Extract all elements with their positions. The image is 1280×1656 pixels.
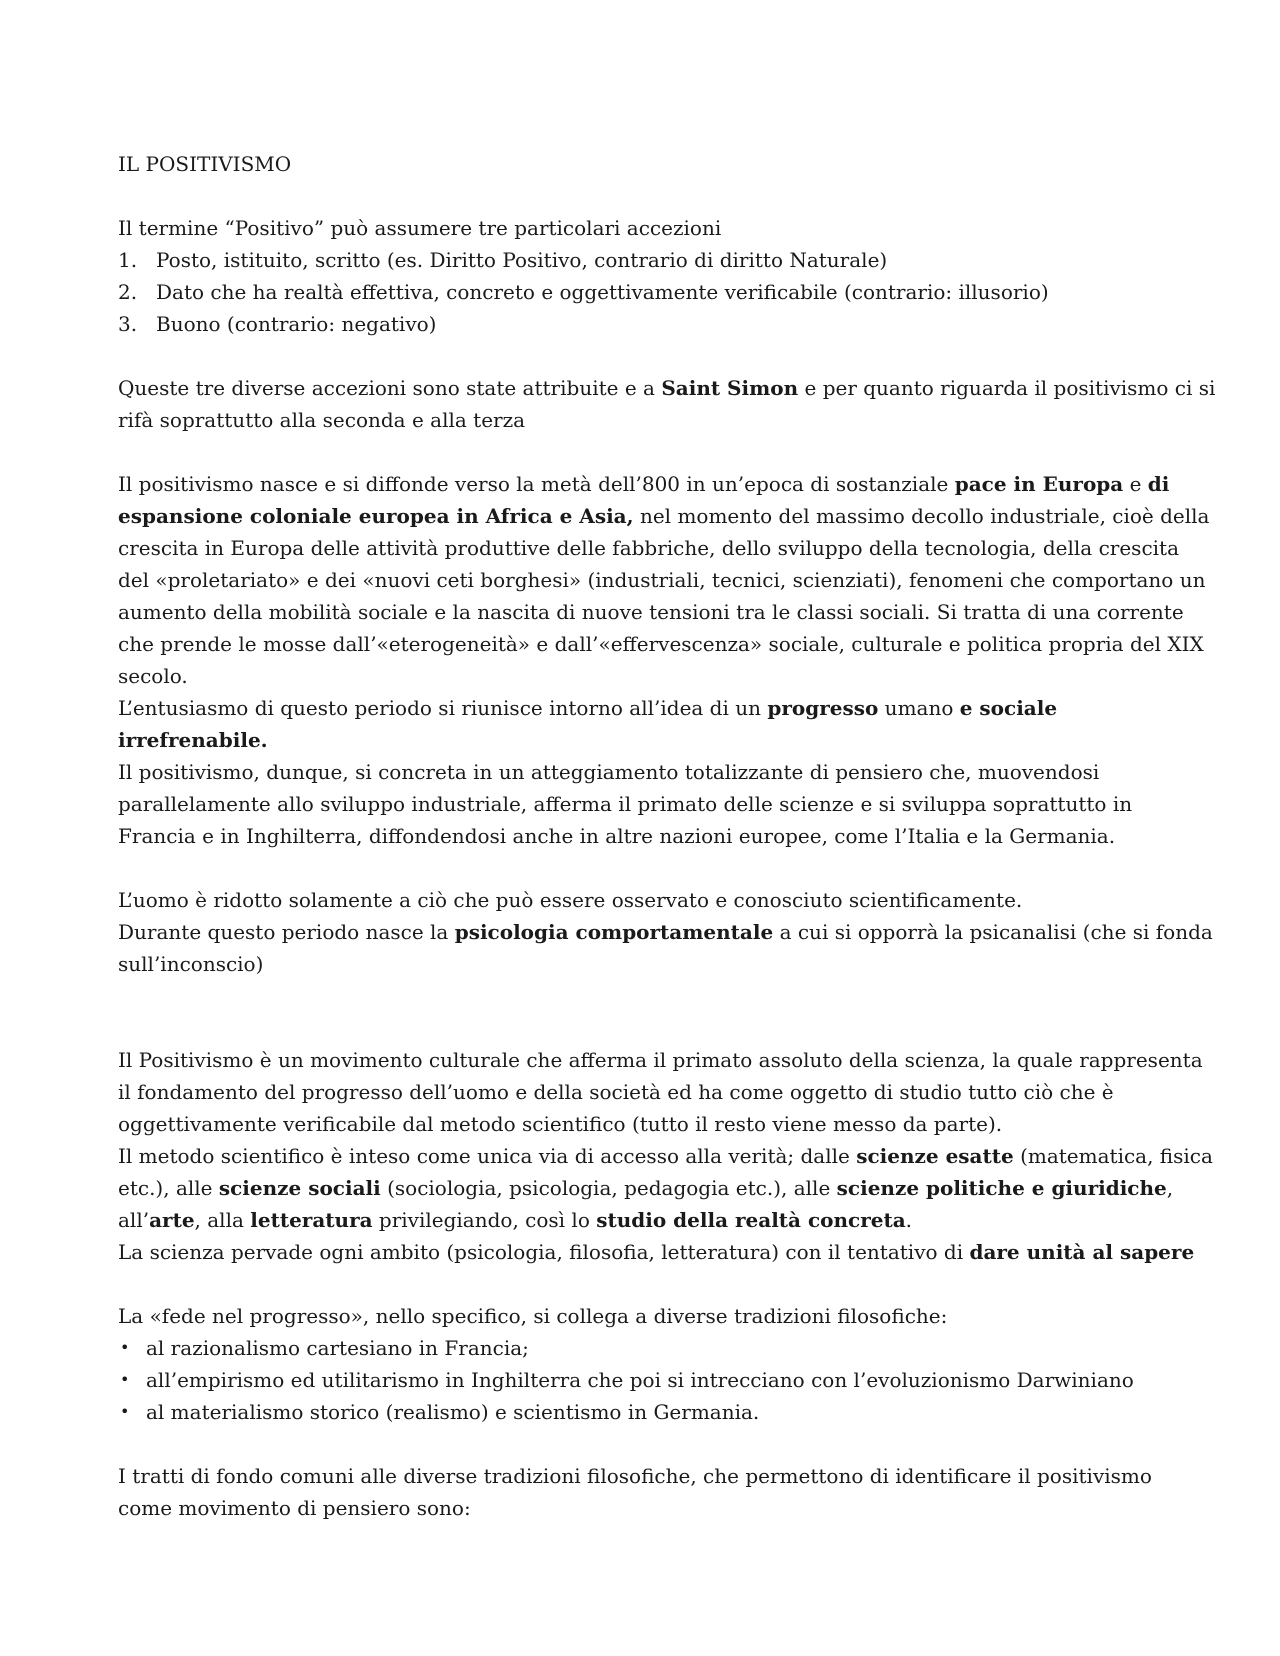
paragraph-saint-simon: Queste tre diverse accezioni sono state attribuite e a Saint Simon e per quanto riguarda il positivismo ci si rifà soprattutto alla seconda e alla terza (118, 376, 1216, 432)
paragraph-origins: Il positivismo nasce e si diffonde verso la metà dell’800 in un’epoca di sostanziale pace in Europa e di espansione coloniale europea in Africa e Asia, nel momento del massimo decollo industriale, cioè della crescita in Europa delle attività produttive delle fabbriche, dello sviluppo della tecnologia, della crescita del «proletariato» e dei «nuovi ceti borghesi» (industriali, tecnici, scienziati), fenomeni che comportano un aumento della mobilità sociale e la nascita di nuove tensioni tra le classi sociali. Si tratta di una corrente che prende le mosse dall’«eterogeneità» e dall’«effervescenza» sociale, culturale e politica propria del XIX secolo. L’entusiasmo di questo periodo si riunisce intorno all’idea di un progresso umano e sociale irrefrenabile. Il positivismo, dunque, si concreta in un atteggiamento totalizzante di pensiero che, muovendosi parallelamente allo sviluppo industriale, afferma il primato delle scienze e si sviluppa soprattutto in Francia e in Inghilterra, diffondendosi anche in altre nazioni europee, come l’Italia e la Germania. (118, 472, 1210, 848)
accezioni-intro: Il termine “Positivo” può assumere tre particolari accezioni (118, 216, 722, 240)
page-title: IL POSITIVISMO (118, 152, 292, 176)
list-item: • all’empirismo ed utilitarismo in Inghilterra che poi si intrecciano con l’evoluzionismo Darwiniano (118, 1364, 1178, 1396)
bullet-icon: • (120, 1370, 130, 1389)
numbered-list (118, 244, 1178, 340)
paragraph-uomo: L’uomo è ridotto solamente a ciò che può essere osservato e conosciuto scientificamente. Durante questo periodo nasce la psicologia comportamentale a cui si opporrà la psicanalisi (che si fonda sull’inconscio) (118, 888, 1213, 976)
bullet-icon: • (120, 1402, 130, 1421)
list-item: • al materialismo storico (realismo) e scientismo in Germania. (118, 1396, 1178, 1428)
paragraph-tratti: I tratti di fondo comuni alle diverse tradizioni filosofiche, che permettono di identificare il positivismo come movimento di pensiero sono: (118, 1464, 1152, 1520)
paragraph-fede-progresso: La «fede nel progresso», nello specifico, si collega a diverse tradizioni filosofiche: • al razionalismo cartesiano in Francia; • all’empirismo ed utilitarismo in Inghilterra che poi si intrecciano con l’evoluzionismo Darwiniano • al materialismo storico (realismo) e scientismo in Germania. (118, 1300, 1178, 1428)
document-page (118, 148, 1216, 1524)
list-item: 3. Buono (contrario: negativo) (118, 312, 437, 336)
list-item: • al razionalismo cartesiano in Francia; (118, 1332, 1178, 1364)
list-item: 2. Dato che ha realtà effettiva, concreto e oggettivamente verificabile (contrario: illusorio) (118, 280, 1049, 304)
paragraph-scienza: Il Positivismo è un movimento culturale che afferma il primato assoluto della scienza, la quale rappresenta il fondamento del progresso dell’uomo e della società ed ha come oggetto di studio tutto ciò che è oggettivamente verificabile dal metodo scientifico (tutto il resto viene messo da parte). Il metodo scientifico è inteso come unica via di accesso alla verità; dalle scienze esatte (matematica, fisica etc.), alle scienze sociali (sociologia, psicologia, pedagogia etc.), alle scienze politiche e giuridiche, all’arte, alla letteratura privilegiando, così lo studio della realtà concreta. La scienza pervade ogni ambito (psicologia, filosofia, letteratura) con il tentativo di dare unità al sapere (118, 1048, 1213, 1264)
list-item: 1. Posto, istituito, scritto (es. Diritto Positivo, contrario di diritto Naturale) (118, 248, 888, 272)
bullet-icon: • (120, 1338, 130, 1357)
